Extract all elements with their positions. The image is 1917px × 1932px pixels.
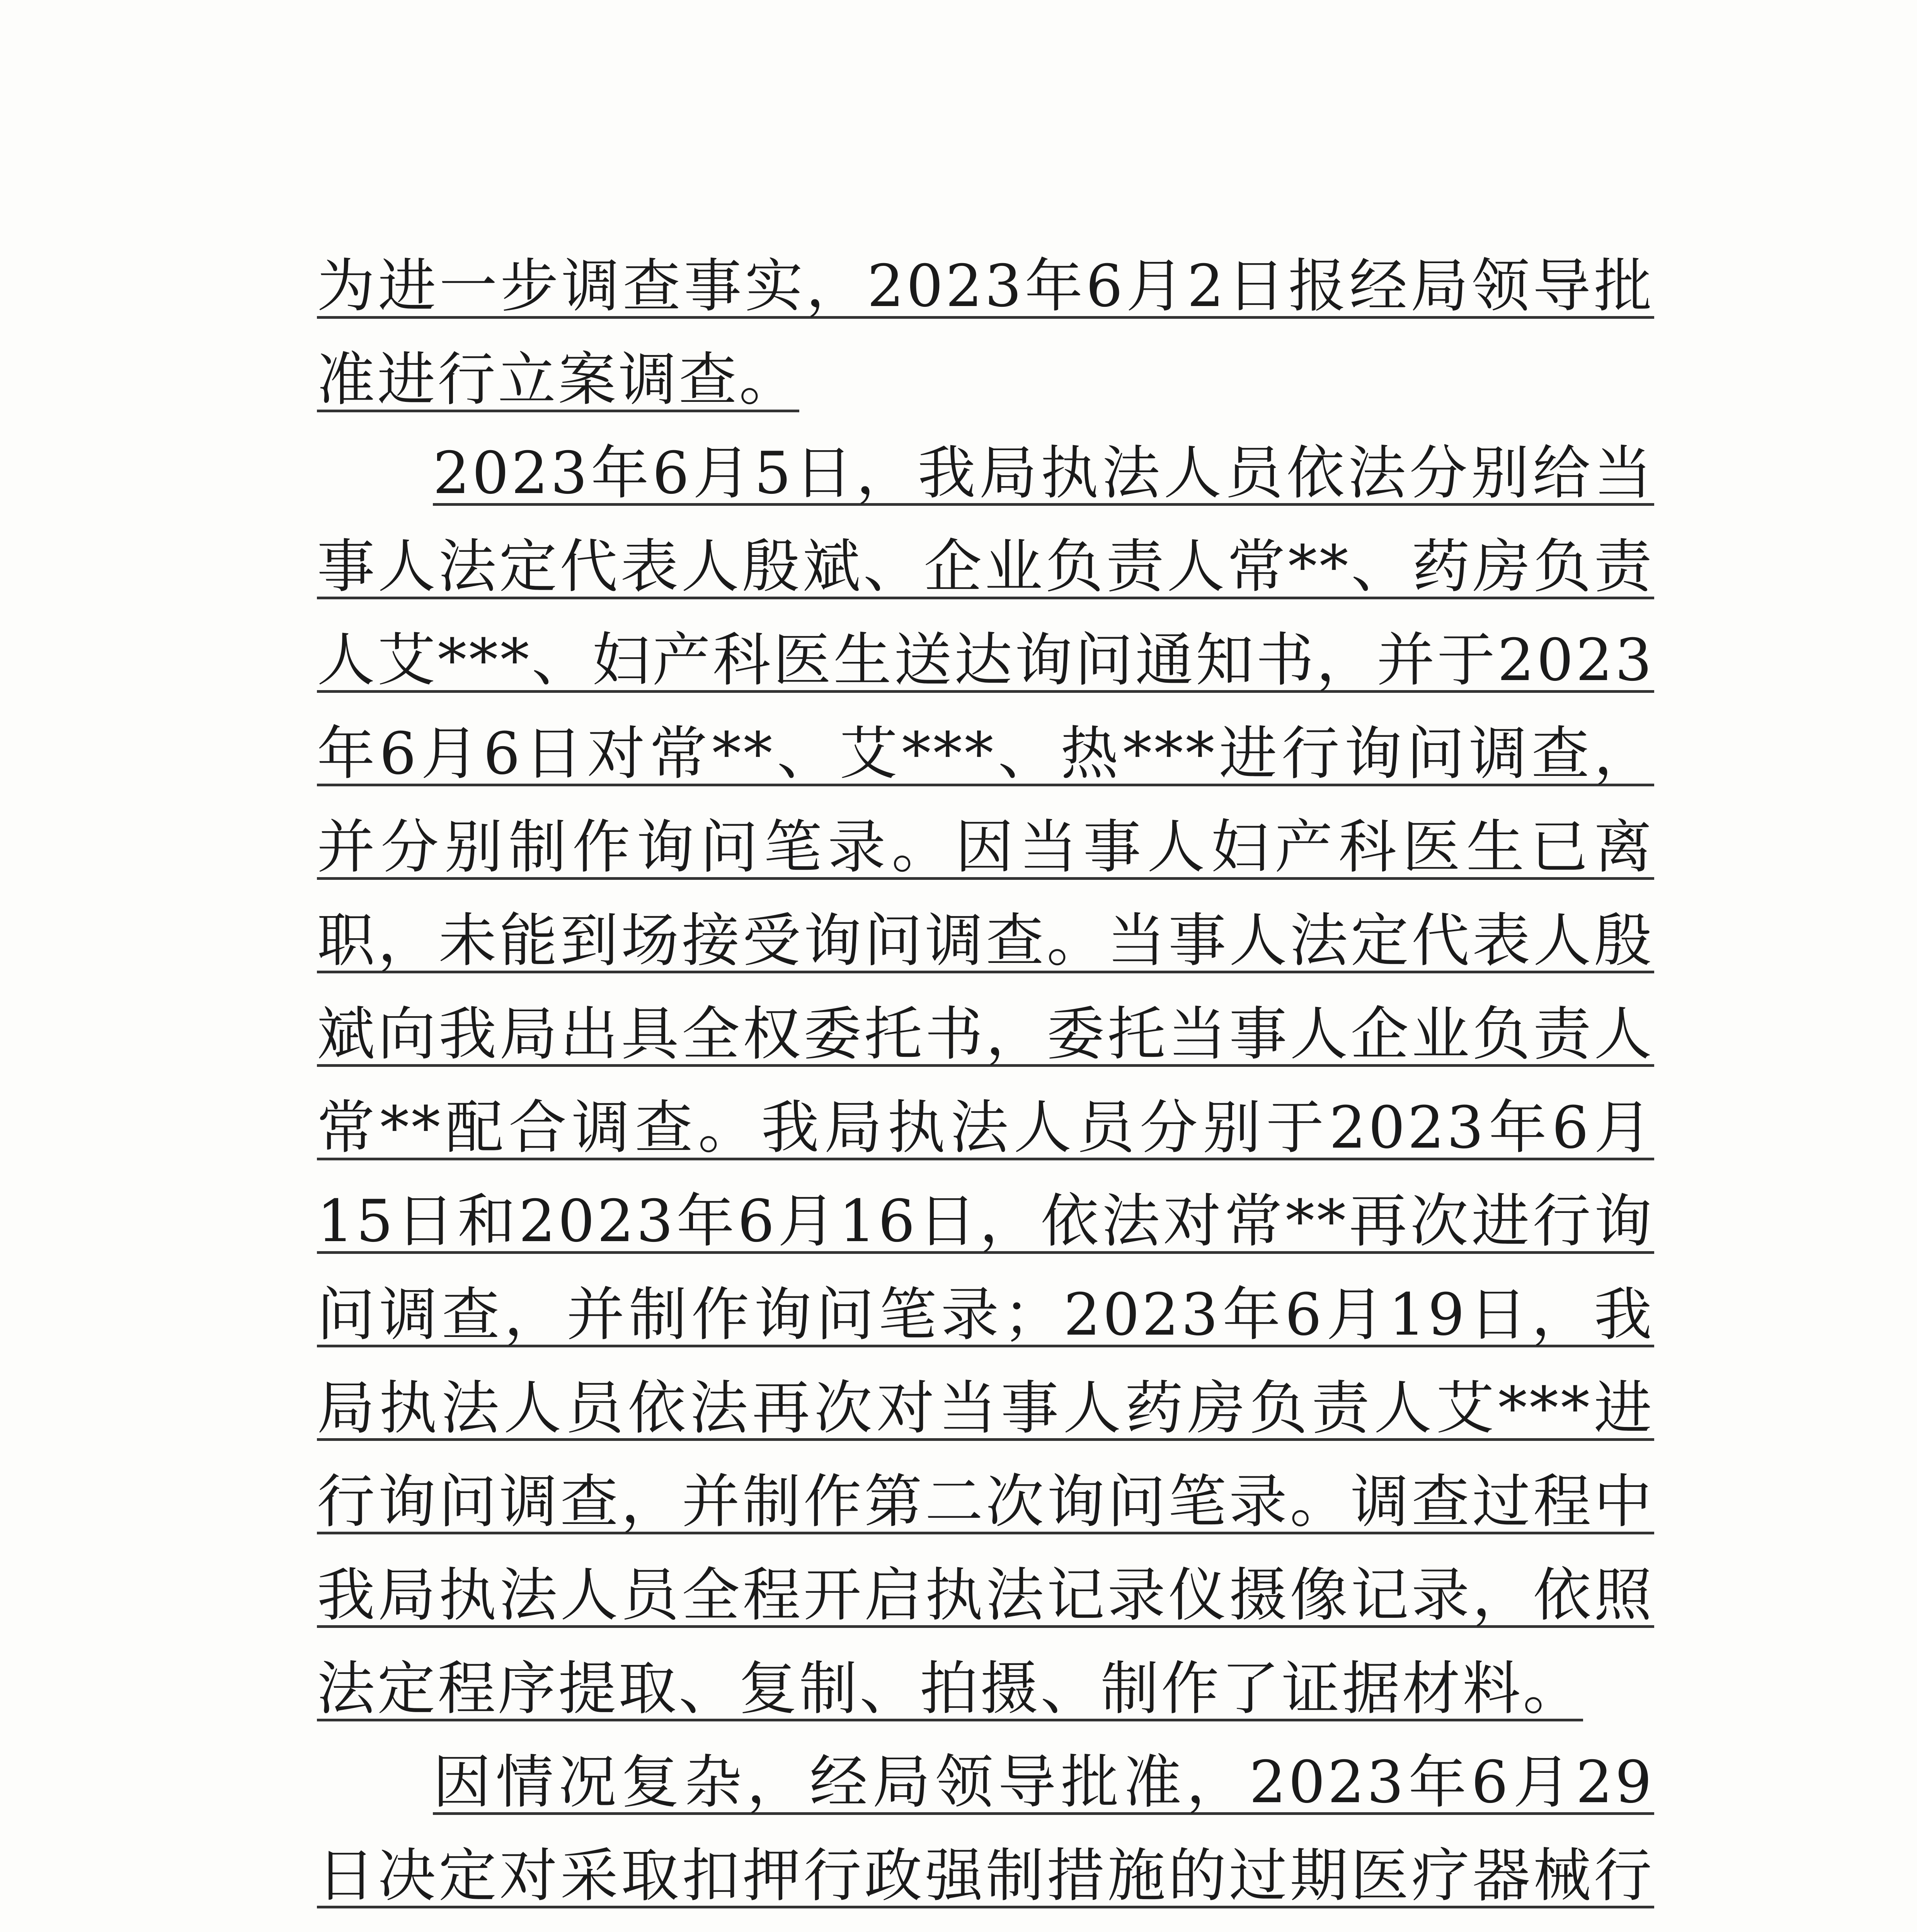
document-body: [317, 240, 1654, 1932]
paragraph-3-text: 因情况复杂，经局领导批准，2023年6月29日决定对采取扣押行政强制措施的过期医疗器械行: [317, 1749, 1654, 1910]
paragraph-2-text: 2023年6月5日，我局执法人员依法分别给当事人法定代表人殷斌、企业负责人常**、药房负责人艾***、妇产科医生送达询问通知书，并于2023年6月6日对常**、艾***、热***进行询问调查，并分别制作询问笔录。因当事人妇产科医生已离职，未能到场接受询问调查。当事人法定代表人殷斌向我局出具全权委托书，委托当事人企业负责人常**配合调查。我局执法人员分别于2023年6月15日和2023年6月16日，依法对常**再次进行询问调查，并制作询问笔录；2023年6月19日，我局执法人员依法再次对当事人药房负责人艾***进行询问调查，并制作第二次询问笔录。调查过程中我局执法人员全程开启执法记录仪摄像记录，依照法定程序提取、复制、拍摄、制作了证据材料。: [317, 440, 1654, 1723]
paragraph-1: [317, 240, 1654, 427]
paragraph-3: [317, 1736, 1654, 1932]
paragraph-1-text: 为进一步调查事实，2023年6月2日报经局领导批准进行立案调查。: [317, 253, 1654, 413]
paragraph-2: [317, 427, 1654, 1736]
